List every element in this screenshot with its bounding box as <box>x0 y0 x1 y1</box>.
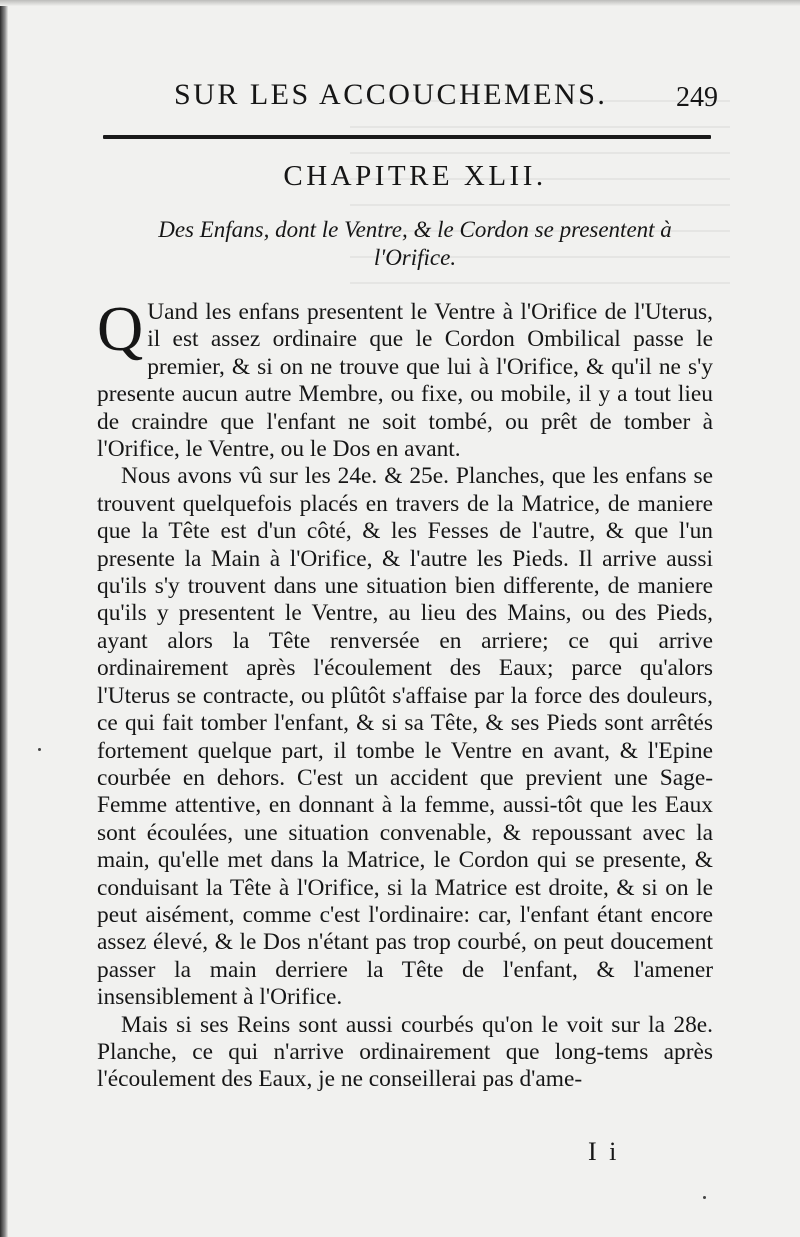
paragraph-3: Mais si ses Reins sont aussi courbés qu'on le voit sur la 28e. Planche, ce qui n'arrive ordinairement que long-tems après l'écoulement des Eaux, je ne conseillerai pas d'ame- <box>97 1011 713 1093</box>
paragraph-1 <box>97 293 713 463</box>
chapter-subtitle: Des Enfans, dont le Ventre, & le Cordon se presentent à l'Orifice. <box>158 217 672 270</box>
body-text <box>97 293 713 1094</box>
ink-speck <box>38 748 41 751</box>
running-head: SUR LES ACCOUCHEMENS. <box>174 78 608 111</box>
ink-speck <box>703 1196 706 1199</box>
drop-cap: Q <box>97 293 144 364</box>
chapter-title: CHAPITRE XLII. <box>283 160 547 192</box>
paragraph-2: Nous avons vû sur les 24e. & 25e. Planches, que les enfans se trouvent quelquefois placés en travers de la Matrice, de maniere que la Tête est d'un côté, & les Fesses de l'autre, & que l'un presente la Main à l'Orifice, & l'autre les Pieds. Il arrive aussi qu'ils s'y trouvent dans une situation bien differente, de maniere qu'ils y presentent le Ventre, au lieu des Mains, ou des Pieds, ayant alors la Tête renversée en arriere; ce qui arrive ordinairement après l'écoulement des Eaux; parce qu'alors l'Uterus se contracte, ou plûtôt s'affaise par la force des douleurs, ce qui fait tomber l'enfant, & si sa Tête, & ses Pieds sont arrêtés fortement quelque part, il tombe le Ventre en avant, & l'Epine courbée en dehors. C'est un accident que previent une Sage-Femme attentive, en donnant à la femme, aussi-tôt que les Eaux sont écoulées, une situation convenable, & repoussant avec la main, qu'elle met dans la Matrice, le Cordon qui se presente, & conduisant la Tête à l'Orifice, si la Matrice est droite, & si on le peut aisément, comme c'est l'ordinaire: car, l'enfant étant encore assez élevé, & le Dos n'étant pas trop courbé, on peut doucement passer la main derriere la Tête de l'enfant, & l'amener insensiblement à l'Orifice. <box>97 463 713 1011</box>
signature-mark: I i <box>588 1137 620 1166</box>
page-number: 249 <box>676 82 718 113</box>
page-top-edge <box>0 0 800 6</box>
header-rule <box>103 135 711 139</box>
paragraph-1-text: Uand les enfans presentent le Ventre à l'Orifice de l'Uterus, il est assez ordinaire que le Cordon Ombilical passe le premier, & si on ne trouve que lui à l'Orifice, & qu'il ne s'y presente aucun autre Membre, ou fixe, ou mobile, il y a tout lieu de craindre que l'enfant ne soit tombé, ou prêt de tomber à l'Orifice, le Ventre, ou le Dos en avant. <box>97 299 713 463</box>
